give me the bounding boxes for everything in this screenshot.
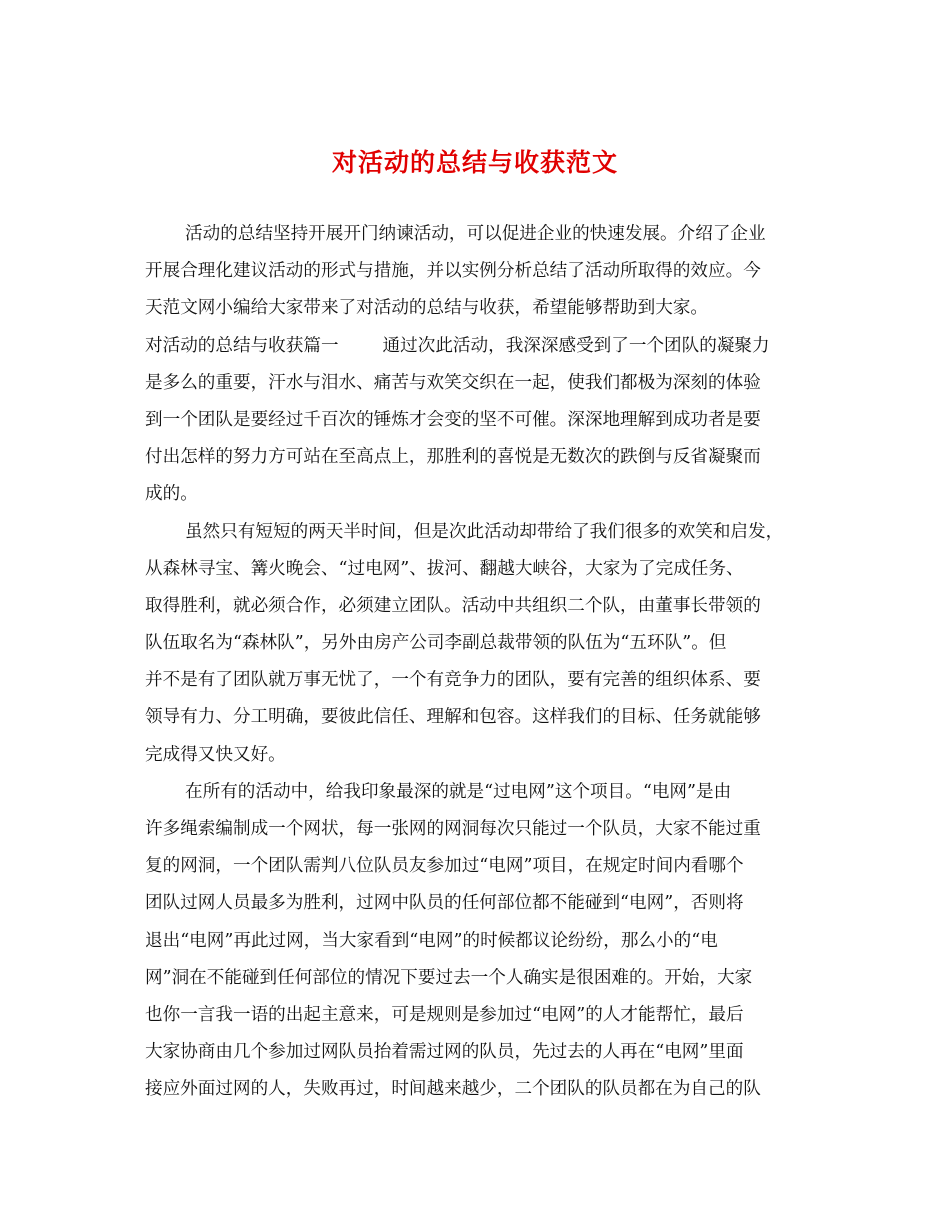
paragraph-two [145,514,805,774]
text-line: 大家协商由几个参加过网队员抬着需过网的队员，先过去的人再在“电网”里面 [145,1042,744,1063]
section-one-paragraph [145,328,805,514]
text-line: 取得胜利，就必须合作，必须建立团队。活动中共组织二个队，由董事长带领的 [145,595,761,616]
text-line: 完成得又快又好。 [145,744,286,765]
text-line: 也你一言我一语的出起主意来，可是规则是参加过“电网”的人才能帮忙，最后 [145,1004,744,1025]
text-line: 在所有的活动中，给我印象最深的就是“过电网”这个项目。“电网”是由 [185,781,732,802]
section-heading: 对活动的总结与收获篇一 [145,335,339,356]
text-line: 虽然只有短短的两天半时间，但是次此活动却带给了我们很多的欢笑和启发， [185,521,784,542]
text-line: 成的。 [145,484,198,505]
section-heading-line [145,328,805,365]
document-body [145,216,805,1109]
document-title: 对活动的总结与收获范文 [331,148,618,177]
text-line: 是多么的重要，汗水与泪水、痛苦与欢笑交织在一起，使我们都极为深刻的体验 [145,372,761,393]
text-line: 网”洞在不能碰到任何部位的情况下要过去一个人确实是很困难的。开始，大家 [145,967,753,988]
text-line: 开展合理化建议活动的形式与措施，并以实例分析总结了活动所取得的效应。今 [145,261,761,282]
text-line: 通过次此活动，我深深感受到了一个团队的凝聚力 [382,335,770,356]
text-line: 队伍取名为“森林队”，另外由房产公司李副总裁带领的队伍为“五环队”。但 [145,633,727,654]
text-line: 团队过网人员最多为胜利，过网中队员的任何部位都不能碰到“电网”，否则将 [145,893,744,914]
text-line: 退出“电网”再此过网，当大家看到“电网”的时候都议论纷纷，那么小的“电 [145,930,718,951]
text-line: 许多绳索编制成一个网状，每一张网的网洞每次只能过一个队员，大家不能过重 [145,819,761,839]
text-line: 付出怎样的努力方可站在至高点上，那胜利的喜悦是无数次的跌倒与反省凝聚而 [145,447,761,468]
paragraph-three [145,774,805,1109]
text-line: 领导有力、分工明确，要彼此信任、理解和包容。这样我们的目标、任务就能够 [145,707,761,728]
text-line: 天范文网小编给大家带来了对活动的总结与收获，希望能够帮助到大家。 [145,298,709,319]
intro-paragraph [145,216,805,328]
text-line: 活动的总结坚持开展开门纳谏活动，可以促进企业的快速发展。介绍了企业 [185,224,766,244]
text-line: 复的网洞，一个团队需判八位队员友参加过“电网”项目，在规定时间内看哪个 [145,856,744,877]
text-line: 从森林寻宝、篝火晚会、“过电网”、拔河、翻越大峡谷，大家为了完成任务、 [145,558,744,579]
text-line: 接应外面过网的人，失败再过，时间越来越少，二个团队的队员都在为自己的队 [145,1079,761,1100]
text-line: 到一个团队是要经过千百次的锤炼才会变的坚不可催。深深地理解到成功者是要 [145,409,761,430]
text-line: 并不是有了团队就万事无忧了，一个有竞争力的团队，要有完善的组织体系、要 [145,670,761,691]
